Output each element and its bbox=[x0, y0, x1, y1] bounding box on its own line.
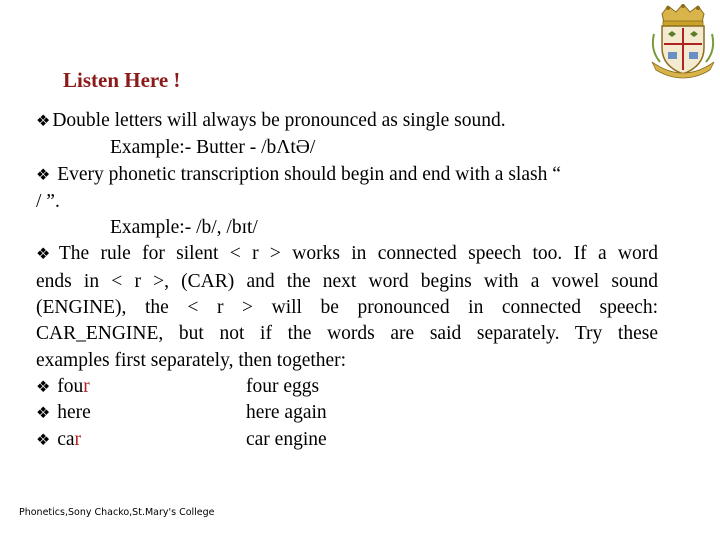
rule-3-line: ends in < r >, (CAR) and the next word begins with a vowel sound bbox=[36, 270, 658, 292]
slide-footer: Phonetics,Sony Chacko,St.Mary's College bbox=[19, 507, 215, 518]
diamond-bullet-icon: ❖ bbox=[36, 431, 51, 449]
diamond-bullet-icon: ❖ bbox=[36, 113, 51, 130]
college-crest-logo bbox=[648, 4, 718, 80]
rule-3-line: (ENGINE), the < r > will be pronounced in connected speech: bbox=[36, 297, 658, 319]
slide-body bbox=[36, 108, 658, 453]
example-row: ❖ car car engine bbox=[36, 427, 658, 453]
slide-title: Listen Here ! bbox=[63, 68, 181, 92]
example-row: ❖ here here again bbox=[36, 400, 658, 426]
rule-1 bbox=[36, 108, 658, 135]
rule-2 bbox=[36, 162, 658, 189]
example-phrase: four eggs bbox=[246, 375, 320, 397]
silent-r-letter: r bbox=[83, 375, 90, 397]
rule-2-continued: / ”. bbox=[36, 190, 60, 212]
diamond-bullet-icon: ❖ bbox=[36, 378, 51, 396]
rule-3-line: CAR_ENGINE, but not if the words are said separately. Try these bbox=[36, 323, 658, 345]
example-phrase: here again bbox=[246, 402, 327, 424]
rule-1-example: Example:- Butter - /bΛtƏ/ bbox=[110, 137, 316, 159]
rule-3-line: ❖ The rule for silent < r > works in connected speech too. If a word bbox=[36, 243, 659, 265]
example-row: ❖ four four eggs bbox=[36, 374, 658, 400]
diamond-bullet-icon: ❖ bbox=[36, 246, 57, 264]
example-phrase: car engine bbox=[246, 428, 327, 450]
diamond-bullet-icon: ❖ bbox=[36, 405, 51, 423]
rule-1-text: Double letters will always be pronounced as single sound. bbox=[52, 110, 506, 131]
rule-2-text: Every phonetic transcription should begin and end with a slash “ bbox=[52, 163, 561, 185]
rule-3-line: examples first separately, then together: bbox=[36, 349, 347, 371]
diamond-bullet-icon: ❖ bbox=[36, 166, 51, 184]
rule-2-example: Example:- /b/, /bɪt/ bbox=[110, 217, 258, 239]
silent-r-letter: r bbox=[74, 428, 82, 450]
